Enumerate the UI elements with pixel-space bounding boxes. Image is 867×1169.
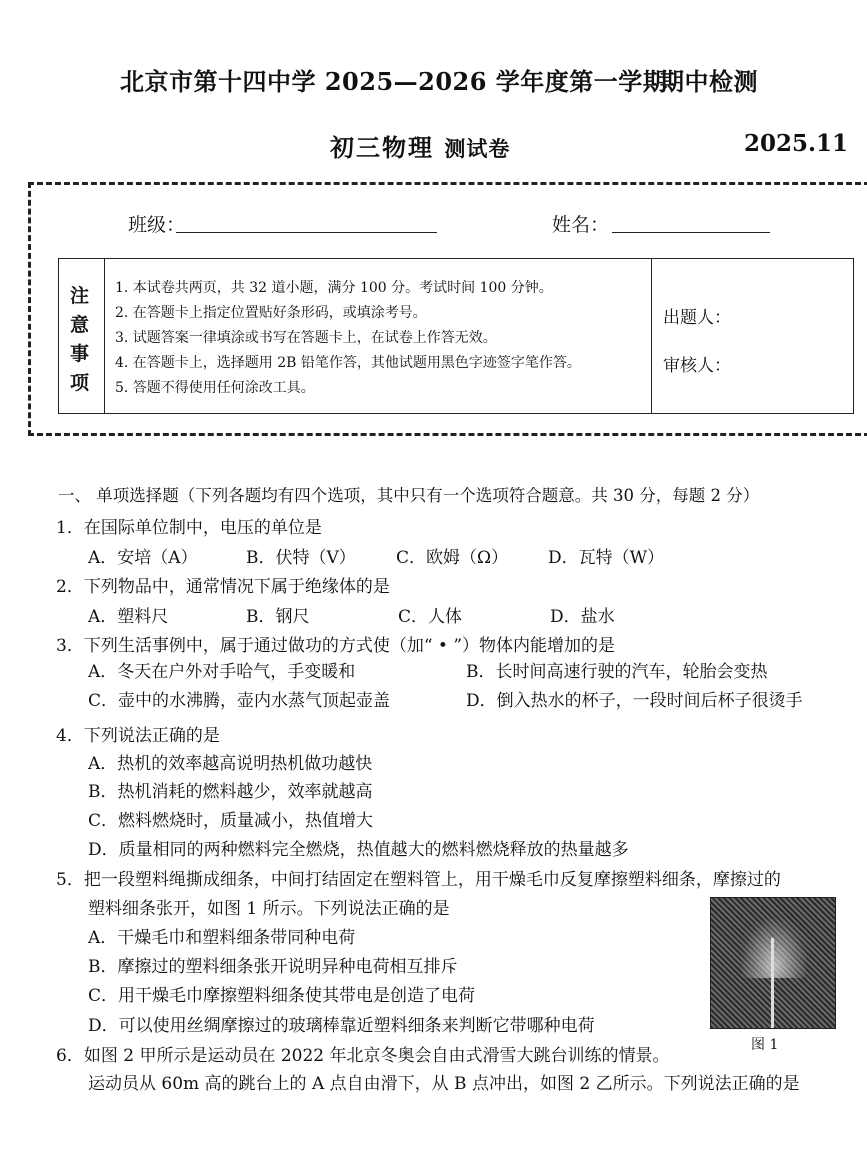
setter-label: 出题人：: [663, 308, 731, 328]
exam-type: 期中检测: [660, 67, 758, 96]
notice-heading-char: 意: [70, 314, 90, 336]
q1-option-a: A．安培（A）: [88, 548, 198, 568]
plastic-strips: [741, 918, 807, 978]
name-field[interactable]: [612, 232, 770, 233]
exam-date: 2025.11: [744, 130, 849, 157]
exam-title: 北京市第十四中学 2025—2026 学年度第一学期: [120, 67, 668, 96]
class-field[interactable]: [176, 232, 437, 233]
subject-title: [330, 128, 510, 163]
notice-item: 3. 试题答案一律填涂或书写在答题卡上，在试卷上作答无效。: [115, 330, 497, 346]
notice-heading-cell: [59, 259, 105, 413]
notice-item: 1. 本试卷共两页，共 32 道小题，满分 100 分。考试时间 100 分钟。: [115, 280, 553, 296]
figure-1-caption: 图 1: [751, 1037, 779, 1053]
q3-option-d: D．倒入热水的杯子，一段时间后杯子很烫手: [466, 691, 803, 711]
plastic-tube: [771, 938, 774, 1029]
q1-option-c: C．欧姆（Ω）: [396, 548, 509, 568]
notice-heading-char: 事: [70, 343, 90, 365]
question-1-stem: 1．在国际单位制中，电压的单位是: [56, 518, 322, 538]
q2-option-c: C．人体: [398, 607, 463, 627]
q4-option-b: B．热机消耗的燃料越少，效率就越高: [88, 782, 373, 802]
question-6-stem-line1: 6．如图 2 甲所示是运动员在 2022 年北京冬奥会自由式滑雪大跳台训练的情景。: [56, 1046, 670, 1066]
q1-option-b: B．伏特（V）: [246, 548, 356, 568]
question-5-stem-line2: 塑料细条张开，如图 1 所示。下列说法正确的是: [88, 899, 450, 919]
reviewer-label: 审核人：: [663, 356, 731, 376]
question-2-stem: 2．下列物品中，通常情况下属于绝缘体的是: [56, 577, 390, 597]
q5-option-b: B．摩擦过的塑料细条张开说明异种电荷相互排斥: [88, 957, 458, 977]
paper-type: 测试卷: [444, 136, 511, 161]
q2-option-a: A．塑料尺: [88, 607, 169, 627]
q2-option-b: B．钢尺: [246, 607, 310, 627]
q5-option-d: D．可以使用丝绸摩擦过的玻璃棒靠近塑料细条来判断它带哪种电荷: [88, 1016, 595, 1036]
notice-heading-char: 注: [70, 285, 90, 307]
q1-option-d: D．瓦特（W）: [548, 548, 665, 568]
q2-option-d: D．盐水: [550, 607, 615, 627]
question-6-stem-line2: 运动员从 60m 高的跳台上的 A 点自由滑下，从 B 点冲出，如图 2 乙所示。下列说法正确的是: [88, 1074, 800, 1094]
notice-item: 2. 在答题卡上指定位置贴好条形码，或填涂考号。: [115, 305, 427, 321]
subject-name: 初三物理: [330, 133, 434, 162]
figure-1-photo: [710, 897, 836, 1029]
q4-option-a: A．热机的效率越高说明热机做功越快: [88, 754, 373, 774]
q4-option-c: C．燃料燃烧时，质量减小，热值增大: [88, 811, 374, 831]
name-label: 姓名：: [552, 214, 610, 236]
notice-divider: [651, 259, 653, 413]
q4-option-d: D．质量相同的两种燃料完全燃烧，热值越大的燃料燃烧释放的热量越多: [88, 840, 629, 860]
q5-option-c: C．用干燥毛巾摩擦塑料细条使其带电是创造了电荷: [88, 986, 476, 1006]
question-5-stem-line1: 5．把一段塑料绳撕成细条，中间打结固定在塑料管上，用干燥毛巾反复摩擦塑料细条，摩擦过的: [56, 870, 781, 890]
notice-item: 5. 答题不得使用任何涂改工具。: [115, 380, 315, 396]
notice-heading-char: 项: [70, 372, 90, 394]
question-3-stem: 3．下列生活事例中，属于通过做功的方式使（加“ • ”）物体内能增加的是: [56, 636, 616, 656]
q3-option-c: C．壶中的水沸腾，壶内水蒸气顶起壶盖: [88, 691, 391, 711]
question-4-stem: 4．下列说法正确的是: [56, 726, 220, 746]
notice-item: 4. 在答题卡上，选择题用 2B 铅笔作答，其他试题用黑色字迹签字笔作答。: [115, 355, 581, 371]
notice-table: [58, 258, 854, 414]
section-heading: 一、 单项选择题（下列各题均有四个选项，其中只有一个选项符合题意。共 30 分，每题 2 分）: [58, 486, 760, 505]
q3-option-b: B．长时间高速行驶的汽车，轮胎会变热: [466, 662, 768, 682]
q3-option-a: A．冬天在户外对手哈气，手变暖和: [88, 662, 356, 682]
class-label: 班级：: [128, 214, 186, 236]
q5-option-a: A．干燥毛巾和塑料细条带同种电荷: [88, 928, 356, 948]
